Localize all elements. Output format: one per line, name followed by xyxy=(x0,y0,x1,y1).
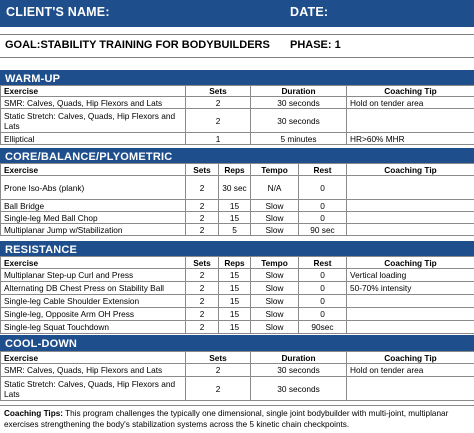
sets-cell: 2 xyxy=(186,176,219,200)
rest-cell: 90 sec xyxy=(299,224,347,236)
rest-cell: 0 xyxy=(299,200,347,212)
resistance-header-row xyxy=(1,257,474,269)
col-rest: Rest xyxy=(299,257,347,269)
tip-cell: HR>60% MHR xyxy=(347,133,474,145)
goal-text: GOAL:STABILITY TRAINING FOR BODYBUILDERS xyxy=(5,39,270,51)
exercise-cell: Single-leg, Opposite Arm OH Press xyxy=(1,308,186,321)
exercise-cell: Single-leg Squat Touchdown xyxy=(1,321,186,334)
resistance-title: RESISTANCE xyxy=(5,244,78,256)
rest-cell: 0 xyxy=(299,269,347,282)
cooldown-title: COOL-DOWN xyxy=(5,338,78,350)
sets-cell: 2 xyxy=(186,308,219,321)
sets-cell: 2 xyxy=(186,364,251,377)
col-rest: Rest xyxy=(299,164,347,176)
col-sets: Sets xyxy=(186,164,219,176)
table-row xyxy=(1,109,474,133)
tip-cell xyxy=(347,321,474,334)
col-exercise: Exercise xyxy=(1,164,186,176)
col-duration: Duration xyxy=(251,352,347,364)
cooldown-table xyxy=(0,351,474,401)
col-exercise: Exercise xyxy=(1,86,186,97)
table-row xyxy=(1,364,474,377)
sets-cell: 2 xyxy=(186,97,251,109)
sets-cell: 1 xyxy=(186,133,251,145)
sets-cell: 2 xyxy=(186,377,251,401)
goal-row xyxy=(0,34,474,58)
col-coaching-tip: Coaching Tip xyxy=(347,257,474,269)
warmup-header-row xyxy=(1,86,474,97)
sets-cell: 2 xyxy=(186,109,251,133)
rest-cell: 0 xyxy=(299,295,347,308)
col-sets: Sets xyxy=(186,86,251,97)
client-name-label: CLIENT'S NAME: xyxy=(6,5,110,19)
sets-cell: 2 xyxy=(186,212,219,224)
tip-cell: Hold on tender area xyxy=(347,364,474,377)
tempo-cell: Slow xyxy=(251,295,299,308)
resistance-table xyxy=(0,256,474,334)
col-sets: Sets xyxy=(186,257,219,269)
duration-cell: 30 seconds xyxy=(251,109,347,133)
table-row xyxy=(1,176,474,200)
core-header-row xyxy=(1,164,474,176)
exercise-cell: Multiplanar Step-up Curl and Press xyxy=(1,269,186,282)
col-reps: Reps xyxy=(219,164,251,176)
core-title: CORE/BALANCE/PLYOMETRIC xyxy=(5,151,173,163)
tempo-cell: Slow xyxy=(251,224,299,236)
exercise-cell: Elliptical xyxy=(1,133,186,145)
sets-cell: 2 xyxy=(186,321,219,334)
tip-cell xyxy=(347,308,474,321)
tempo-cell: Slow xyxy=(251,308,299,321)
table-row xyxy=(1,224,474,236)
exercise-cell: SMR: Calves, Quads, Hip Flexors and Lats xyxy=(1,97,186,109)
reps-cell: 15 xyxy=(219,295,251,308)
exercise-cell: SMR: Calves, Quads, Hip Flexors and Lats xyxy=(1,364,186,377)
table-row xyxy=(1,282,474,295)
reps-cell: 15 xyxy=(219,308,251,321)
col-exercise: Exercise xyxy=(1,257,186,269)
col-coaching-tip: Coaching Tip xyxy=(347,352,474,364)
exercise-cell: Static Stretch: Calves, Quads, Hip Flexors and Lats xyxy=(1,109,186,133)
rest-cell: 0 xyxy=(299,308,347,321)
tip-cell xyxy=(347,200,474,212)
duration-cell: 30 seconds xyxy=(251,364,347,377)
sets-cell: 2 xyxy=(186,200,219,212)
col-coaching-tip: Coaching Tip xyxy=(347,86,474,97)
duration-cell: 5 minutes xyxy=(251,133,347,145)
reps-cell: 15 xyxy=(219,212,251,224)
col-reps: Reps xyxy=(219,257,251,269)
tip-cell: 50-70% intensity xyxy=(347,282,474,295)
col-coaching-tip: Coaching Tip xyxy=(347,164,474,176)
reps-cell: 15 xyxy=(219,269,251,282)
table-row xyxy=(1,97,474,109)
tempo-cell: Slow xyxy=(251,269,299,282)
tempo-cell: N/A xyxy=(251,176,299,200)
table-row xyxy=(1,377,474,401)
tip-cell xyxy=(347,109,474,133)
tip-cell xyxy=(347,377,474,401)
exercise-cell: Alternating DB Chest Press on Stability Ball xyxy=(1,282,186,295)
duration-cell: 30 seconds xyxy=(251,377,347,401)
sets-cell: 2 xyxy=(186,295,219,308)
sets-cell: 2 xyxy=(186,224,219,236)
reps-cell: 15 xyxy=(219,321,251,334)
date-label: DATE: xyxy=(290,5,329,19)
table-row xyxy=(1,212,474,224)
reps-cell: 30 sec xyxy=(219,176,251,200)
client-header-bar xyxy=(0,0,474,27)
rest-cell: 0 xyxy=(299,282,347,295)
phase-text: PHASE: 1 xyxy=(290,39,341,51)
col-duration: Duration xyxy=(251,86,347,97)
resistance-section-header xyxy=(0,241,474,256)
tempo-cell: Slow xyxy=(251,282,299,295)
tip-cell: Vertical loading xyxy=(347,269,474,282)
core-table xyxy=(0,163,474,236)
exercise-cell: Ball Bridge xyxy=(1,200,186,212)
sets-cell: 2 xyxy=(186,269,219,282)
tip-cell xyxy=(347,176,474,200)
tip-cell xyxy=(347,224,474,236)
coaching-tips-footer xyxy=(0,405,474,433)
tip-cell xyxy=(347,212,474,224)
coaching-tips-text: This program challenges the typically one dimensional, single joint bodybuilder with multi-joint, multiplanar exercises strengthening the body's stabilization systems across the 5 kinetic chain checkpoints. xyxy=(4,409,449,429)
exercise-cell: Multiplanar Jump w/Stabilization xyxy=(1,224,186,236)
exercise-cell: Prone Iso-Abs (plank) xyxy=(1,176,186,200)
col-tempo: Tempo xyxy=(251,164,299,176)
cooldown-header-row xyxy=(1,352,474,364)
tip-cell: Hold on tender area xyxy=(347,97,474,109)
reps-cell: 5 xyxy=(219,224,251,236)
reps-cell: 15 xyxy=(219,200,251,212)
tempo-cell: Slow xyxy=(251,321,299,334)
col-tempo: Tempo xyxy=(251,257,299,269)
rest-cell: 90sec xyxy=(299,321,347,334)
rest-cell: 0 xyxy=(299,212,347,224)
table-row xyxy=(1,200,474,212)
exercise-cell: Single-leg Cable Shoulder Extension xyxy=(1,295,186,308)
reps-cell: 15 xyxy=(219,282,251,295)
table-row xyxy=(1,308,474,321)
duration-cell: 30 seconds xyxy=(251,97,347,109)
cooldown-section-header xyxy=(0,335,474,351)
table-row xyxy=(1,321,474,334)
rest-cell: 0 xyxy=(299,176,347,200)
coaching-tips-label: Coaching Tips: xyxy=(4,409,63,418)
tip-cell xyxy=(347,295,474,308)
core-section-header xyxy=(0,148,474,163)
sets-cell: 2 xyxy=(186,282,219,295)
col-sets: Sets xyxy=(186,352,251,364)
warmup-table xyxy=(0,85,474,145)
warmup-section-header xyxy=(0,70,474,85)
warmup-title: WARM-UP xyxy=(5,73,61,85)
table-row xyxy=(1,295,474,308)
tempo-cell: Slow xyxy=(251,200,299,212)
table-row xyxy=(1,133,474,145)
exercise-cell: Single-leg Med Ball Chop xyxy=(1,212,186,224)
table-row xyxy=(1,269,474,282)
exercise-cell: Static Stretch: Calves, Quads, Hip Flexors and Lats xyxy=(1,377,186,401)
tempo-cell: Slow xyxy=(251,212,299,224)
col-exercise: Exercise xyxy=(1,352,186,364)
